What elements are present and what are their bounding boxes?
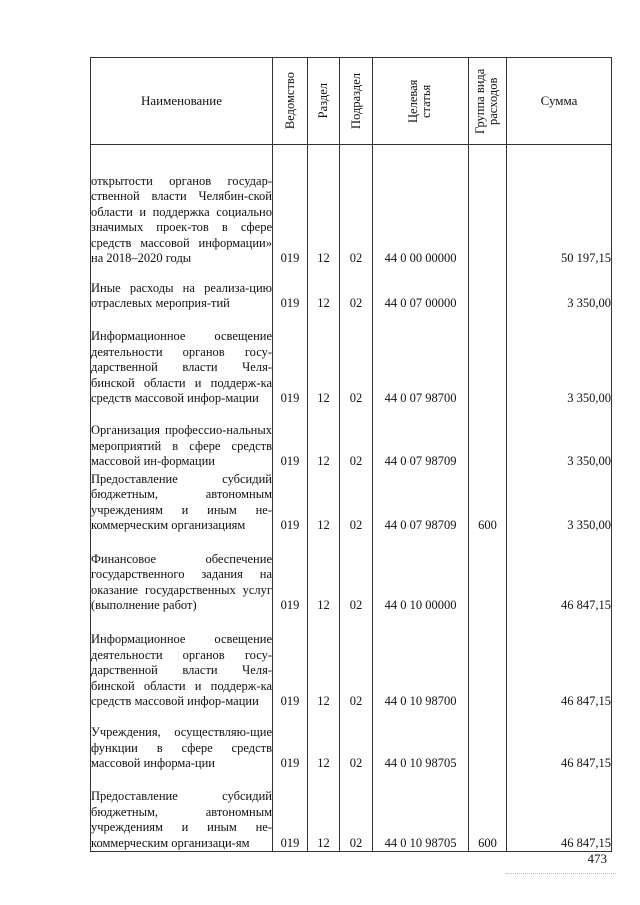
cell-group <box>469 407 507 470</box>
cell-sum: 3 350,00 <box>507 312 612 407</box>
cell-subsection: 02 <box>340 267 373 312</box>
cell-section: 12 <box>308 145 340 267</box>
cell-group <box>469 145 507 267</box>
cell-sum: 46 847,15 <box>507 614 612 710</box>
cell-ministry: 019 <box>273 710 308 772</box>
table-row <box>91 145 612 267</box>
cell-group <box>469 267 507 312</box>
cell-ministry: 019 <box>273 772 308 852</box>
cell-name: Финансовое обеспечение государственного задания на оказание государственных услуг (выполнение работ) <box>91 534 273 614</box>
cell-ministry: 019 <box>273 312 308 407</box>
cell-section: 12 <box>308 267 340 312</box>
table-header <box>91 58 612 145</box>
header-section: Раздел <box>308 58 340 145</box>
header-target: Целевая статья <box>373 58 469 145</box>
cell-subsection: 02 <box>340 312 373 407</box>
cell-subsection: 02 <box>340 772 373 852</box>
cell-section: 12 <box>308 772 340 852</box>
table-row <box>91 534 612 614</box>
cell-section: 12 <box>308 534 340 614</box>
header-ministry: Ведомство <box>273 58 308 145</box>
cell-name: Предоставление субсидий бюджетным, автономным учреждениям и иным не-коммерческим организациям <box>91 471 272 532</box>
cell-target: 44 0 10 98705 <box>373 772 469 852</box>
table-row <box>91 267 612 312</box>
cell-sum: 3 350,00 <box>507 267 612 312</box>
cell-subsection: 02 <box>340 407 373 470</box>
cell-subsection: 02 <box>340 534 373 614</box>
cell-target: 44 0 07 98700 <box>373 312 469 407</box>
cell-target: 44 0 10 00000 <box>373 534 469 614</box>
header-subsection: Подраздел <box>340 58 373 145</box>
cell-sum: 46 847,15 <box>507 772 612 852</box>
table-row <box>91 710 612 772</box>
cell-subsection: 02 <box>340 710 373 772</box>
cell-name: Информационное освещение деятельности органов госу-дарственной власти Челя-бинской области и поддерж-ка средств массовой инфор-мации <box>91 614 273 710</box>
table-row <box>91 614 612 710</box>
cell-group: 600 <box>469 772 507 852</box>
cell-target: 44 0 07 98709 <box>373 407 469 470</box>
cell-name: открытости органов государ-ственной власти Челябин-ской области и поддержка социально значимых проек-тов в сфере средств массовой информации» на 2018–2020 годы <box>91 145 273 267</box>
cell-group <box>469 710 507 772</box>
cell-group <box>469 534 507 614</box>
cell-ministry: 019 <box>273 614 308 710</box>
cell-ministry: 019 <box>273 145 308 267</box>
cell-group: 600 <box>469 470 507 534</box>
cell-subsection: 02 <box>340 614 373 710</box>
cell-name: Организация профессио-нальных мероприятий в сфере средств массовой ин-формации <box>91 407 273 470</box>
header-sum: Сумма <box>507 58 612 145</box>
cell-target: 44 0 10 98700 <box>373 614 469 710</box>
table-row <box>91 772 612 852</box>
page-number: 473 <box>587 851 607 866</box>
cell-sum: 50 197,15 <box>507 145 612 267</box>
header-group: Группа вида расходов <box>469 58 507 145</box>
cell-target: 44 0 00 00000 <box>373 145 469 267</box>
cell-section: 12 <box>308 470 340 534</box>
table-row <box>91 312 612 407</box>
table-body <box>91 145 612 852</box>
cell-target: 44 0 07 98709 <box>373 470 469 534</box>
table-row <box>91 407 612 470</box>
cell-ministry: 019 <box>273 534 308 614</box>
cell-ministry: 019 <box>273 407 308 470</box>
cell-subsection: 02 <box>340 145 373 267</box>
header-name: Наименование <box>91 58 273 145</box>
cell-section: 12 <box>308 312 340 407</box>
cell-target: 44 0 10 98705 <box>373 710 469 772</box>
cell-ministry: 019 <box>273 267 308 312</box>
cell-name: Предоставление субсидий бюджетным, автономным учреждениям и иным не-коммерческим организаци-ям <box>91 772 273 852</box>
cell-name: Иные расходы на реализа-цию отраслевых мероприя-тий <box>91 267 273 312</box>
cell-name: Учреждения, осуществляю-щие функции в сфере средств массовой информа-ции <box>91 710 273 772</box>
cell-sum: 3 350,00 <box>507 470 612 534</box>
cell-sum: 46 847,15 <box>507 534 612 614</box>
cell-subsection: 02 <box>340 470 373 534</box>
footer-rule <box>506 873 616 874</box>
cell-group <box>469 614 507 710</box>
table-row <box>91 470 612 534</box>
cell-name: Информационное освещение деятельности органов госу-дарственной власти Челя-бинской области и поддерж-ка средств массовой инфор-мации <box>91 312 273 407</box>
cell-ministry: 019 <box>273 470 308 534</box>
cell-sum: 46 847,15 <box>507 710 612 772</box>
cell-target: 44 0 07 00000 <box>373 267 469 312</box>
cell-section: 12 <box>308 614 340 710</box>
cell-group <box>469 312 507 407</box>
cell-section: 12 <box>308 407 340 470</box>
cell-section: 12 <box>308 710 340 772</box>
budget-table <box>90 57 612 852</box>
cell-sum: 3 350,00 <box>507 407 612 470</box>
